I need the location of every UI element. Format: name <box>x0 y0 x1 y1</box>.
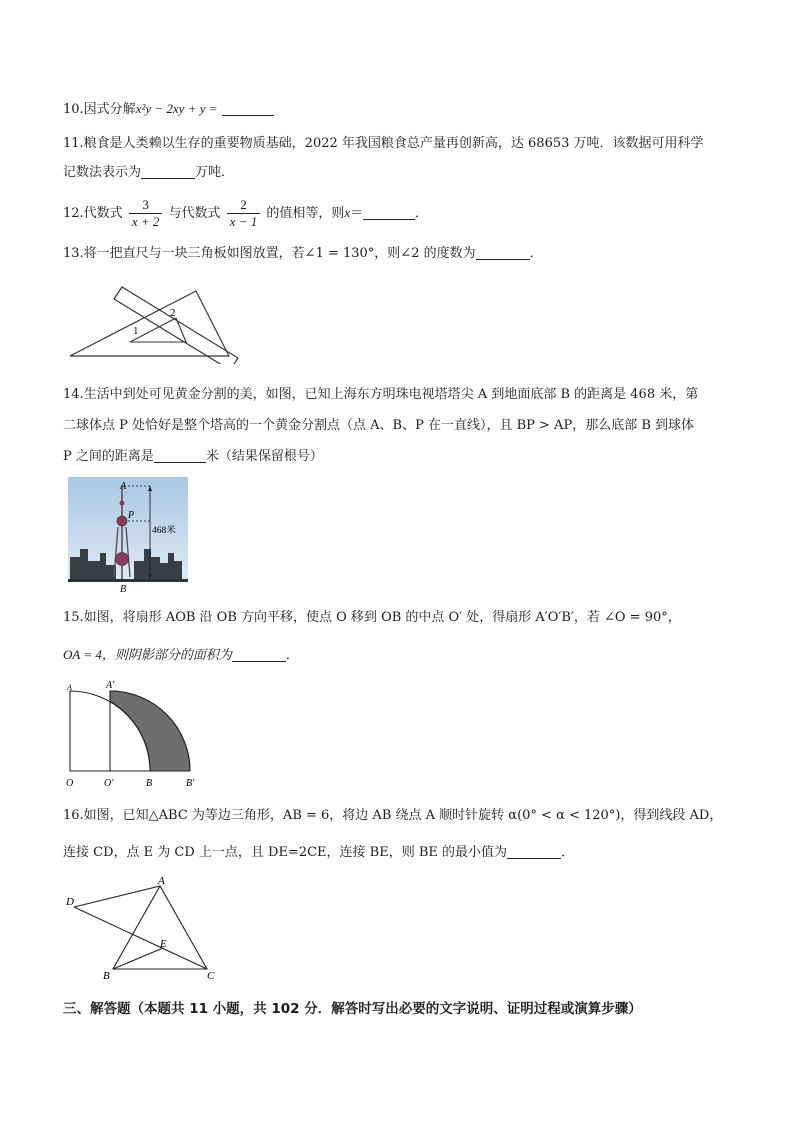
q16-label-c: C <box>207 970 215 982</box>
q11-line1: 11.粮食是人类赖以生存的重要物质基础，2022 年我国粮食总产量再创新高，达 68653 万吨．该数据可用科学 <box>63 136 704 151</box>
q16-label-a: A <box>158 876 165 887</box>
q12-suffix: 的值相等，则 <box>266 206 345 221</box>
q14-ground <box>68 579 188 582</box>
q13-big-triangle <box>70 291 229 356</box>
q16-triangle-abc <box>113 886 207 969</box>
q12-fraction-1 <box>129 197 163 230</box>
q15-shaded-region <box>110 691 190 771</box>
q14-line3-end: 米（结果保留根号） <box>205 449 323 464</box>
q13-angle-1-label: 1 <box>133 325 139 337</box>
q15-label-a: A <box>67 683 72 692</box>
q10-expression: x²y − 2xy + y = <box>135 101 218 116</box>
q15-label-b: B <box>146 778 153 789</box>
q15-line2-end: ． <box>285 648 299 663</box>
question-13 <box>63 244 543 264</box>
q16-label-d: D <box>66 896 74 908</box>
q16-segment-dc <box>74 907 207 969</box>
q11-line2 <box>63 163 234 183</box>
q14-label-a: A <box>120 481 127 492</box>
q16-label-b: B <box>103 970 110 982</box>
q11-line2-end: 万吨． <box>195 165 235 180</box>
q16-answer-blank[interactable] <box>507 844 561 859</box>
q16-line1: 16.如图，已知△ABC 为等边三角形，AB = 6，将边 AB 绕点 A 顺时针旋转 α(0° < α < 120°)，得到线段 AD， <box>63 808 723 823</box>
q13-answer-blank[interactable] <box>476 245 530 260</box>
q16-triangle-figure <box>62 876 226 982</box>
q15-line2-text: OA = 4，则阴影部分的面积为 <box>63 647 232 662</box>
q12-fraction-2 <box>227 197 261 230</box>
q16-segment-ad <box>74 886 160 907</box>
q11-line2-text: 记数法表示为 <box>63 165 142 180</box>
q15-label-o-prime: O′ <box>104 778 114 789</box>
q14-label-b: B <box>120 584 127 595</box>
q10-answer-blank[interactable] <box>222 101 274 116</box>
q11-answer-blank[interactable] <box>141 164 195 179</box>
q12-equals: ＝ <box>350 206 364 221</box>
q13-angle-2-label: 2 <box>170 307 176 319</box>
q14-answer-blank[interactable] <box>154 448 206 463</box>
q12-prefix: 12.代数式 <box>63 206 123 221</box>
question-10 <box>63 99 274 120</box>
q12-variable: x <box>344 205 351 220</box>
q12-end: ． <box>415 206 429 221</box>
q10-prefix: 10.因式分解 <box>63 102 136 117</box>
q15-line1: 15.如图，将扇形 AOB 沿 OB 方向平移，使点 O 移到 OB 的中点 O′ 处，得扇形 A′O′B′，若 ∠O = 90°， <box>63 610 681 625</box>
q16-line2 <box>63 843 574 863</box>
q15-label-o: O <box>66 778 74 789</box>
q15-line2 <box>63 645 299 666</box>
q12-f2-numerator: 2 <box>227 197 261 214</box>
q14-height-label: 468米 <box>152 526 176 536</box>
q14-line3-text: P 之间的距离是 <box>63 449 154 464</box>
q13-text: 13.将一把直尺与一块三角板如图放置，若∠1 = 130°，则∠2 的度数为 <box>63 246 476 261</box>
q12-middle: 与代数式 <box>168 206 221 221</box>
q14-label-p: P <box>128 510 135 521</box>
question-12 <box>63 194 428 233</box>
q12-answer-blank[interactable] <box>363 205 415 220</box>
q12-f1-denominator: x + 2 <box>131 214 160 229</box>
q15-label-a-prime: A′ <box>106 680 115 691</box>
q14-line1: 14.生活中到处可见黄金分割的美，如图，已知上海东方明珠电视塔塔尖 A 到地面底部 B 的距离是 468 米，第 <box>63 387 699 402</box>
q16-segment-be <box>113 948 163 969</box>
q15-sector-figure <box>62 678 212 790</box>
q14-line3 <box>63 447 323 467</box>
q13-end: ． <box>529 246 543 261</box>
q16-line2-text: 连接 CD，点 E 为 CD 上一点，且 DE=2CE，连接 BE，则 BE 的最小值为 <box>63 845 508 860</box>
q15-answer-blank[interactable] <box>232 647 286 662</box>
q16-line2-end: ． <box>561 845 575 860</box>
q12-f1-numerator: 3 <box>129 197 163 214</box>
q16-label-e: E <box>160 938 167 950</box>
section-3-heading: 三、解答题（本题共 11 小题，共 102 分．解答时写出必要的文字说明、证明过程或演算步骤） <box>63 1001 642 1017</box>
q14-tower-photo-figure <box>68 477 192 595</box>
q14-line2: 二球体点 P 处恰好是整个塔高的一个黄金分割点（点 A、B、P 在一直线），且 BP > AP，那么底部 B 到球体 <box>63 418 695 433</box>
q13-ruler-triangle-figure <box>62 282 247 364</box>
q12-f2-denominator: x − 1 <box>229 214 258 229</box>
q15-label-b-prime: B′ <box>186 778 195 789</box>
